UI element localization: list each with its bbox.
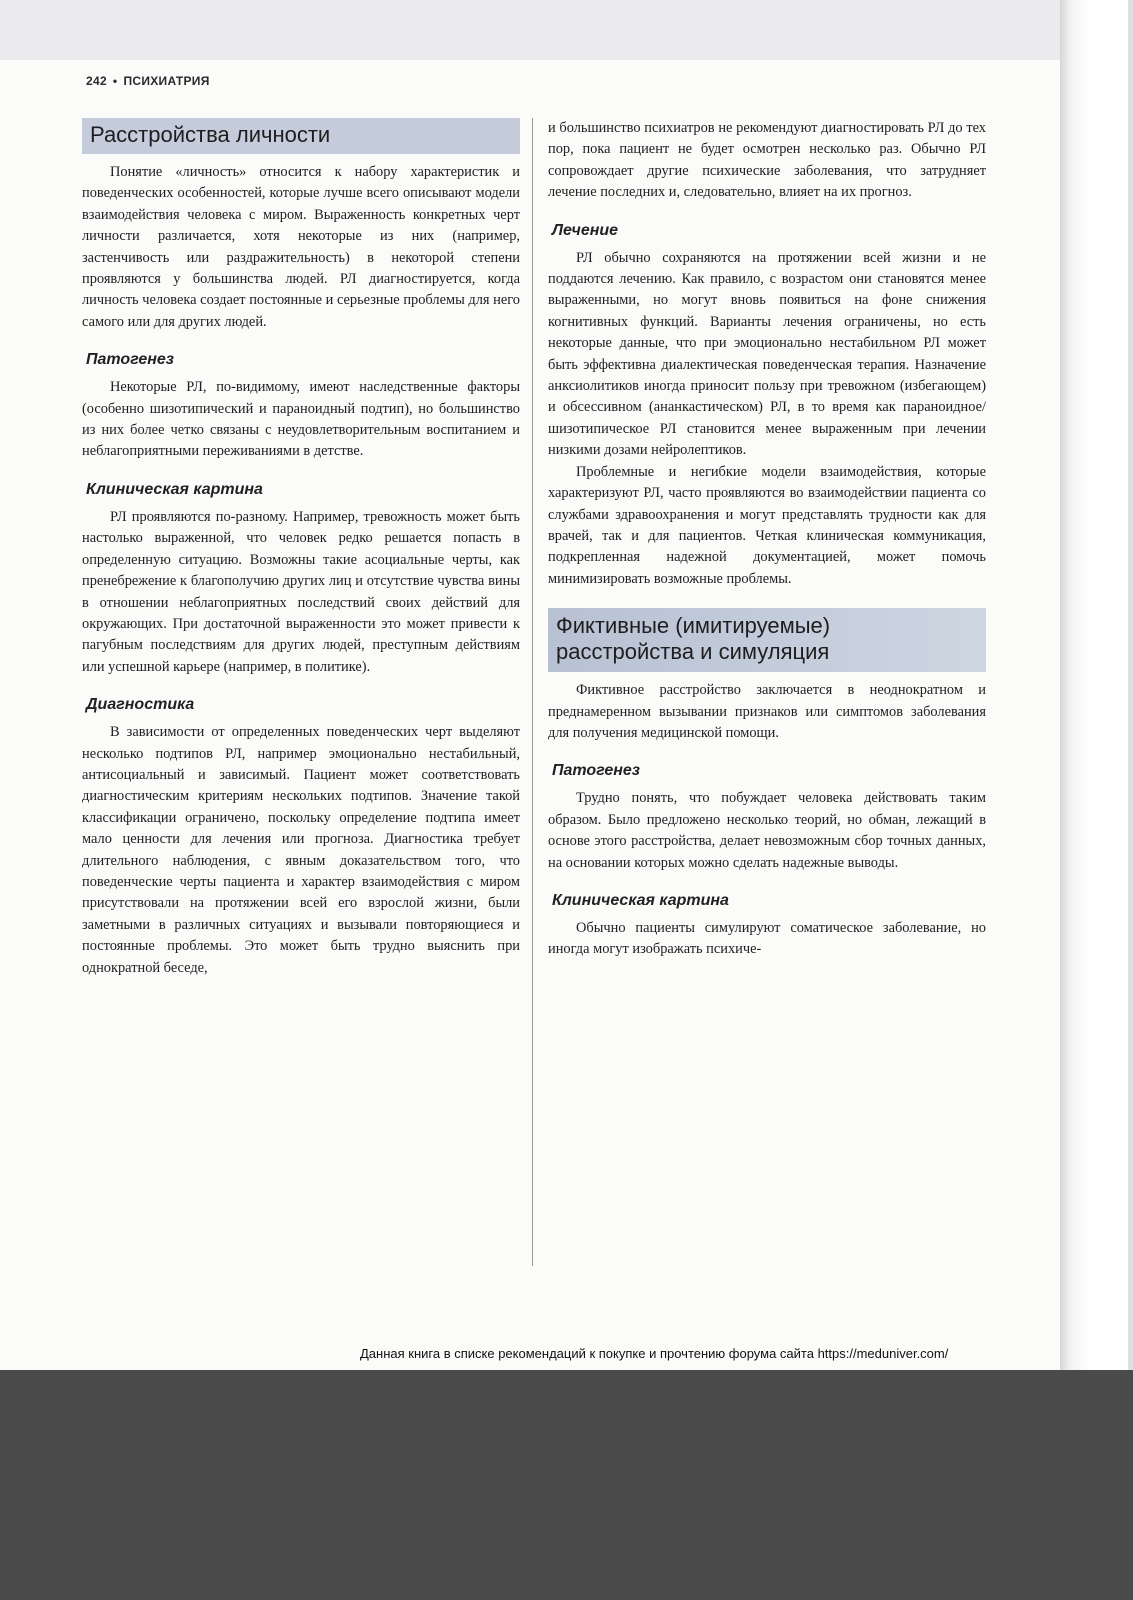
chapter-title: ПСИХИАТРИЯ [123,74,210,88]
paragraph-diagnostics: В зависимости от определенных поведенческих черт выделяют несколько подтипов РЛ, например эмоционально нестабильный, антисоциальный и зависимый. Пациент может соответствовать диагностическим критериям нескольких подтипов. Значение такой классификации ограничено, поскольку определение подтипа имеет мало ценности для лечения или прогноза. Диагностика требует длительного наблюдения, с явным доказательством того, что поведенческие черты пациента и характер взаимодействия с миром присутствовали на протяжении всей его взрослой жизни, были заметными в различных ситуациях и вызывали повторяющиеся и постоянные проблемы. Это может быть трудно выяснить при однократной беседе, [82,724,520,976]
subheading-clinical-picture: Клиническая картина [86,480,263,498]
subheading-pathogenesis-2: Патогенез [552,762,640,780]
section-title-personality-disorders: Расстройства личности [82,118,520,154]
paragraph-pathogenesis: Некоторые РЛ, по-видимому, имеют наследственные факторы (особенно шизотипический и параноидный подтип), но большинство из них более четко связаны с неудовлетворительным воспитанием и неблагоприятными переживаниями в детстве. [82,379,520,460]
paragraph-pathogenesis-2: Трудно понять, что побуждает человека действовать таким образом. Было предложено несколько теорий, но обман, лежащий в основе этого расстройства, делает невозможным сбор точных данных, на основании которых можно сделать надежные выводы. [548,790,986,871]
subheading-diagnostics: Диагностика [86,696,195,714]
page-edge [1128,0,1133,1380]
paragraph-intro: Понятие «личность» относится к набору характеристик и поведенческих особенностей, которые лучше всего описывают модели взаимодействия человека с миром. Выраженность конкретных черт личности различается, хотя некоторые из них (например, застенчивость или раздражительность) в некоторой степени проявляются у большинства людей. РЛ диагностируется, когда личность человека создает постоянные и серьезные проблемы для него самого или для других людей. [82,164,520,330]
section-title-line-2: расстройства и симуляция [556,639,830,665]
header-separator: • [112,74,118,88]
section-title-factitious-disorders [548,608,986,672]
left-column [82,118,520,979]
paragraph-continuation: и большинство психиатров не рекомендуют диагностировать РЛ до тех пор, пока пациент не будет осмотрен несколько раз. Обычно РЛ сопровождает другие психические заболевания, что затрудняет лечение последних и, следовательно, влияет на их прогноз. [548,120,986,201]
subheading-treatment: Лечение [552,221,619,239]
running-header [86,74,210,88]
paragraph-clinical-picture: РЛ проявляются по-разному. Например, тревожность может быть настолько выраженной, что человек редко решается попасть в определенную ситуацию. Возможны такие асоциальные черты, как пренебрежение к благополучию других лиц и отсутствие чувства вины в отношении неблагоприятных последствий своих действий для окружающих. При достаточной выраженности это может привести к пагубным последствиям для других людей, преступным действиям или успешной карьере (например, в политике). [82,508,520,675]
paragraph-factitious-intro: Фиктивное расстройство заключается в неоднократном и преднамеренном вызывании признаков или симптомов заболевания для получения медицинской помощи. [548,682,986,741]
paragraph-treatment-2: Проблемные и негибкие модели взаимодействия, которые характеризуют РЛ, часто проявляются во взаимодействии пациента со службами здравоохранения и могут представлять трудности как для врачей, так и для пациентов. Четкая клиническая коммуникация, подкрепленная надежной документацией, может помочь минимизировать возможные проблемы. [548,463,986,587]
section-title-line-1: Фиктивные (имитируемые) [556,613,831,639]
footer-note: Данная книга в списке рекомендаций к покупке и прочтению форума сайта https://meduniver.com/ [360,1346,949,1361]
page-edge-shadow [1060,0,1133,1380]
subheading-pathogenesis: Патогенез [86,351,174,369]
page-number: 242 [86,74,107,88]
right-column [548,118,986,961]
paragraph-clinical-picture-2: Обычно пациенты симулируют соматическое заболевание, но иногда могут изображать психиче- [548,919,986,958]
column-divider [532,118,533,1266]
top-margin-band [0,0,1060,60]
paragraph-treatment-1: РЛ обычно сохраняются на протяжении всей жизни и не поддаются лечению. Как правило, с возрастом они становятся менее выраженными, но могут вновь появиться на фоне снижения когнитивных функций. Варианты лечения ограничены, но есть некоторые данные, что при эмоционально нестабильном РЛ может быть эффективна диалектическая поведенческая терапия. Назначение анксиолитиков иногда приносит пользу при тревожном (избегающем) и обсессивном (ананкастическом) РЛ, в то время как параноидное/шизотипическое РЛ становится менее выраженным при лечении низкими дозами нейролептиков. [548,249,986,459]
subheading-clinical-picture-2: Клиническая картина [552,891,729,909]
bottom-scan-band [0,1370,1133,1600]
